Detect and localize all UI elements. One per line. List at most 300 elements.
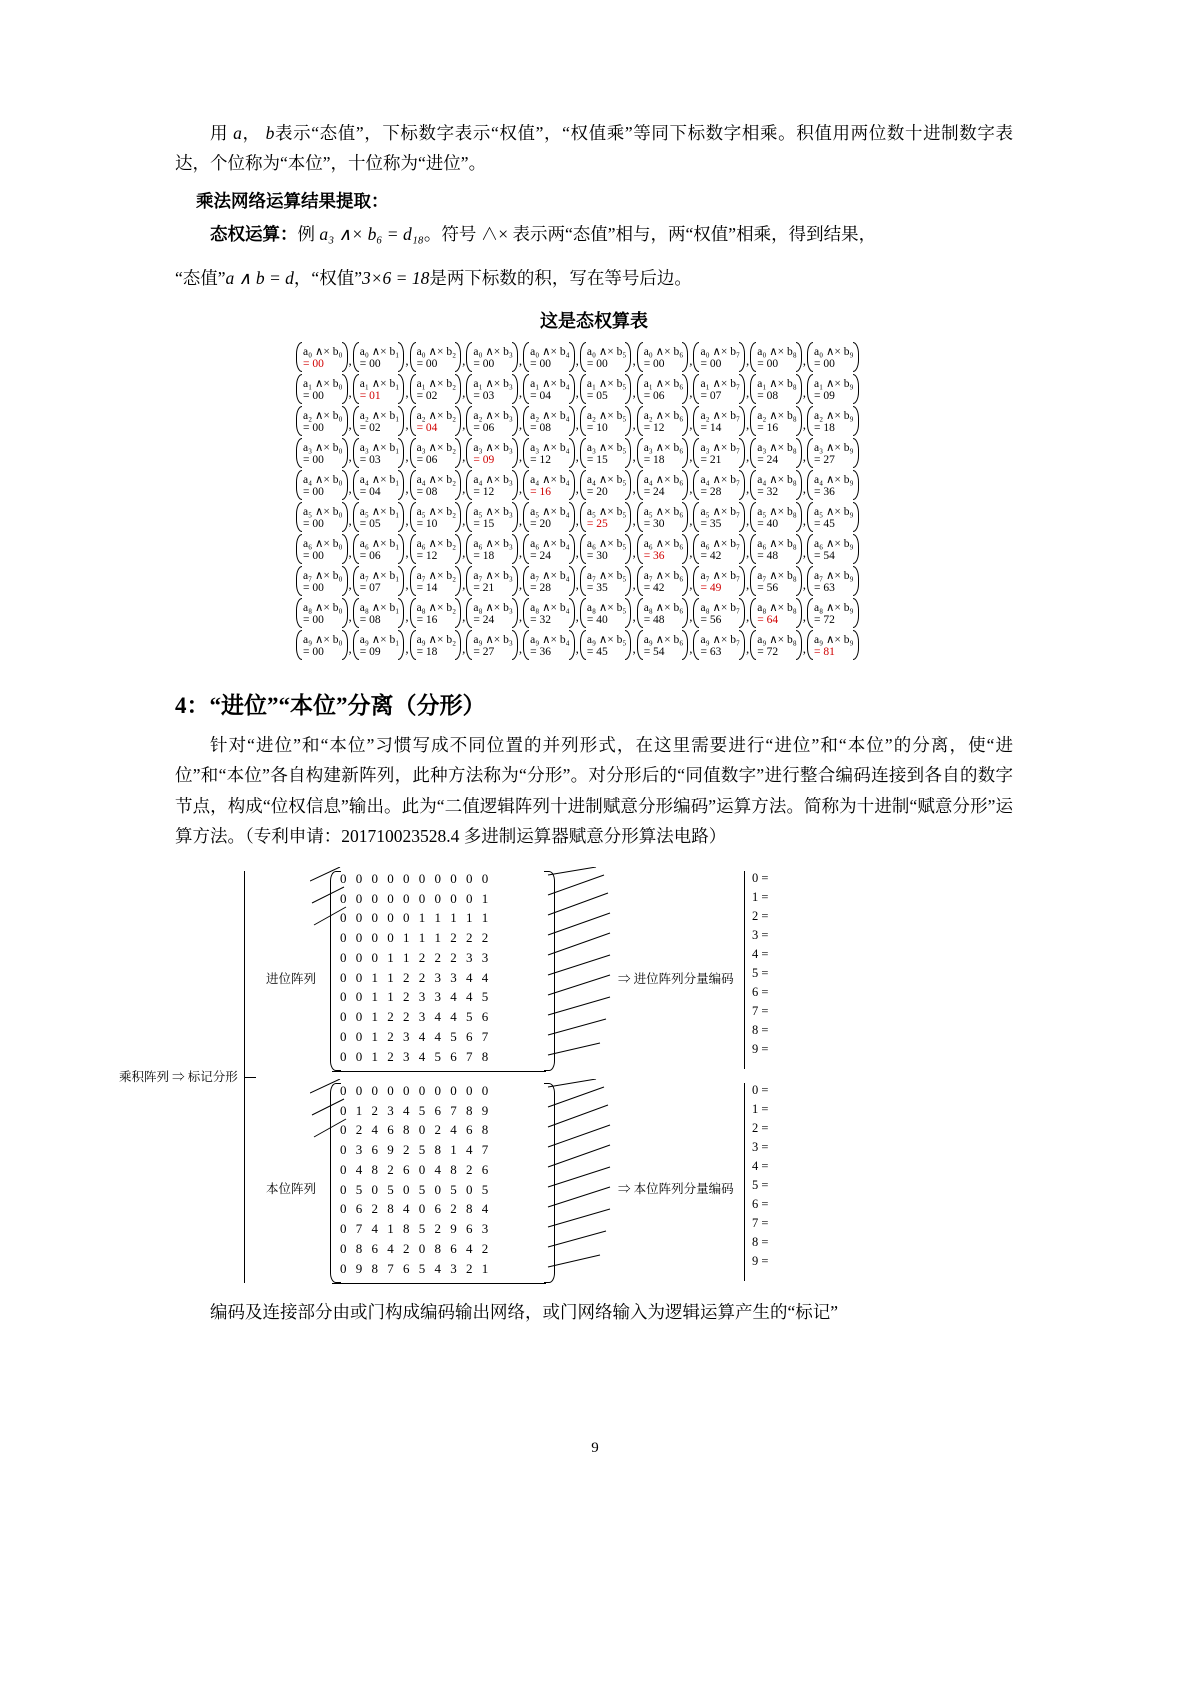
unit-code-row: 6 =	[752, 1196, 769, 1211]
weight-cell-separator: ,	[518, 353, 523, 369]
weight-table-row	[296, 597, 892, 629]
carry-code-row: 6 =	[752, 984, 769, 999]
weight-cell-expression: a₃ ∧× b₈	[757, 442, 797, 455]
weight-table-cell	[807, 597, 859, 629]
weight-table-cell	[693, 437, 745, 469]
weight-cell-expression: a₃ ∧× b₆	[643, 442, 684, 455]
weight-cell-expression: a₃ ∧× b₀	[303, 442, 343, 455]
carry-code-row: 2 =	[752, 908, 769, 923]
weight-cell-expression: a₈ ∧× b₁	[359, 602, 400, 615]
weight-cell-expression: a₃ ∧× b₂	[416, 442, 457, 455]
weight-table-cell	[807, 373, 859, 405]
weight-cell-value: = 00	[473, 358, 495, 371]
weight-table-cell	[580, 629, 632, 661]
weight-cell-expression: a₇ ∧× b₇	[700, 570, 740, 583]
weight-cell-expression: a₅ ∧× b₁	[359, 506, 400, 519]
weight-table-cell	[523, 469, 575, 501]
weight-cell-separator: ,	[689, 513, 693, 529]
weight-cell-separator: ,	[405, 385, 409, 401]
weight-cell-expression: a₁ ∧× b₂	[416, 378, 457, 391]
weight-cell-separator: ,	[518, 609, 523, 625]
page-number: 9	[591, 1440, 599, 1456]
carry-matrix-row: 0 0 1 1 2 3 3 4 4 5	[340, 989, 492, 1005]
weight-cell-value: = 12	[530, 454, 551, 467]
weight-table-cell	[353, 629, 405, 661]
weight-cell-separator: ,	[462, 449, 466, 465]
weight-table-cell	[580, 469, 632, 501]
weight-cell-value: = 06	[643, 390, 665, 403]
unit-array-label: 本位阵列	[266, 1181, 317, 1196]
weight-table-cell	[466, 501, 518, 533]
weight-cell-expression: a₇ ∧× b₀	[303, 570, 343, 583]
weight-cell-separator: ,	[746, 609, 750, 625]
weight-cell-separator: ,	[746, 577, 750, 593]
weight-cell-expression: a₇ ∧× b₂	[416, 570, 457, 583]
weight-cell-expression: a₅ ∧× b₈	[757, 506, 797, 519]
weight-cell-separator: ,	[348, 481, 352, 497]
weight-cell-value: = 01	[359, 390, 381, 403]
weight-table-cell	[807, 565, 859, 597]
weight-cell-expression: a₂ ∧× b₅	[586, 410, 627, 423]
weight-cell-expression: a₄ ∧× b₅	[586, 474, 627, 487]
weight-table-row	[296, 373, 892, 405]
weight-cell-separator: ,	[689, 417, 693, 433]
weight-table-cell	[637, 437, 689, 469]
weight-cell-value: = 18	[473, 550, 495, 563]
weight-cell-value: = 12	[416, 550, 438, 563]
weight-cell-separator: ,	[689, 545, 693, 561]
unit-out-label: ⇒ 本位阵列分量编码	[618, 1181, 734, 1196]
unit-matrix-row: 0 2 4 6 8 0 2 4 6 8	[340, 1122, 492, 1138]
state-weight-line2-formula2: 3×6 = 18	[361, 268, 430, 289]
weight-cell-value: = 54	[814, 550, 835, 563]
weight-cell-separator: ,	[518, 577, 523, 593]
weight-table-cell	[750, 501, 802, 533]
weight-cell-separator: ,	[462, 545, 466, 561]
weight-table-cell	[353, 341, 405, 373]
weight-table-cell	[693, 501, 745, 533]
weight-cell-value: = 04	[359, 486, 381, 499]
weight-cell-expression: a₇ ∧× b₁	[359, 570, 400, 583]
weight-cell-value: = 00	[814, 358, 835, 371]
weight-cell-value: = 03	[473, 390, 495, 403]
weight-cell-value: = 00	[359, 358, 381, 371]
weight-cell-value: = 16	[416, 614, 438, 627]
weight-table-cell	[410, 437, 462, 469]
product-array-label: 乘积阵列 ⇒ 标记分形	[119, 1069, 238, 1084]
weight-cell-expression: a₉ ∧× b₅	[586, 634, 627, 647]
weight-cell-value: = 08	[416, 486, 438, 499]
weight-cell-separator: ,	[802, 577, 807, 593]
weight-cell-expression: a₈ ∧× b₈	[757, 602, 797, 615]
weight-cell-separator: ,	[802, 545, 807, 561]
weight-table-cell	[410, 469, 462, 501]
weight-table-cell	[466, 597, 518, 629]
weight-cell-expression: a₉ ∧× b₃	[473, 634, 513, 647]
weight-table-row	[296, 533, 892, 565]
carry-codes-brace	[744, 871, 745, 1069]
weight-cell-value: = 00	[700, 358, 722, 371]
weight-cell-expression: a₆ ∧× b₉	[814, 538, 854, 551]
weight-table-cell	[637, 501, 689, 533]
unit-matrix-row: 0 5 0 5 0 5 0 5 0 5	[340, 1181, 492, 1197]
carry-codes-list	[752, 869, 768, 1059]
weight-table-cell	[637, 597, 689, 629]
weight-cell-separator: ,	[746, 449, 750, 465]
weight-cell-expression: a₁ ∧× b₉	[814, 378, 854, 391]
weight-cell-separator: ,	[462, 513, 466, 529]
weight-cell-value: = 48	[643, 614, 665, 627]
carry-matrix-row: 0 0 1 2 3 4 5 6 7 8	[340, 1048, 492, 1064]
weight-table-cell	[296, 373, 348, 405]
weight-cell-separator: ,	[575, 609, 579, 625]
weight-table-cell	[296, 565, 348, 597]
weight-cell-separator: ,	[632, 609, 636, 625]
weight-cell-expression: a₂ ∧× b₄	[530, 410, 570, 423]
weight-cell-expression: a₇ ∧× b₆	[643, 570, 684, 583]
weight-table-cell	[807, 501, 859, 533]
weight-cell-value: = 21	[473, 582, 495, 595]
weight-cell-expression: a₄ ∧× b₂	[416, 474, 457, 487]
unit-code-row: 8 =	[752, 1234, 769, 1249]
weight-table-cell	[523, 373, 575, 405]
weight-table-cell	[807, 437, 859, 469]
weight-cell-expression: a₄ ∧× b₀	[303, 474, 343, 487]
unit-code-row: 1 =	[752, 1101, 769, 1116]
weight-table-cell	[750, 405, 802, 437]
weight-table-row	[296, 341, 892, 373]
weight-table-row	[296, 437, 892, 469]
weight-cell-separator: ,	[746, 641, 750, 657]
weight-table-cell	[693, 469, 745, 501]
weight-cell-expression: a₄ ∧× b₁	[359, 474, 400, 487]
weight-cell-value: = 36	[530, 646, 551, 659]
weight-cell-separator: ,	[632, 385, 636, 401]
weight-cell-expression: a₉ ∧× b₂	[416, 634, 457, 647]
weight-table-cell	[353, 405, 405, 437]
weight-cell-value: = 05	[359, 518, 381, 531]
weight-cell-separator: ,	[405, 449, 409, 465]
weight-cell-value: = 00	[303, 550, 324, 563]
unit-code-row: 0 =	[752, 1082, 769, 1097]
weight-cell-separator: ,	[518, 513, 523, 529]
weight-cell-value: = 00	[586, 358, 608, 371]
weight-table-cell	[637, 373, 689, 405]
weight-cell-value: = 09	[814, 390, 835, 403]
document-page	[119, 118, 1014, 1327]
weight-cell-expression: a₈ ∧× b₆	[643, 602, 684, 615]
weight-cell-expression: a₇ ∧× b₉	[814, 570, 854, 583]
weight-cell-value: = 21	[700, 454, 722, 467]
weight-cell-separator: ,	[405, 545, 409, 561]
weight-cell-value: = 00	[303, 646, 324, 659]
weight-cell-expression: a₀ ∧× b₀	[303, 346, 343, 359]
weight-cell-value: = 12	[643, 422, 665, 435]
weight-cell-separator: ,	[348, 609, 352, 625]
weight-cell-expression: a₂ ∧× b₂	[416, 410, 457, 423]
unit-code-row: 5 =	[752, 1177, 769, 1192]
weight-cell-expression: a₂ ∧× b₀	[303, 410, 343, 423]
weight-cell-expression: a₇ ∧× b₅	[586, 570, 627, 583]
carry-matrix-row: 0 0 1 2 2 3 4 4 5 6	[340, 1009, 492, 1024]
unit-matrix-row: 0 1 2 3 4 5 6 7 8 9	[340, 1102, 492, 1118]
weight-cell-separator: ,	[348, 449, 352, 465]
unit-code-row: 3 =	[752, 1139, 769, 1154]
weight-table-cell	[693, 565, 745, 597]
weight-table-cell	[580, 533, 632, 565]
state-weight-line2-post: 是两下标数的积，写在等号后边。	[429, 268, 692, 289]
weight-cell-expression: a₅ ∧× b₃	[473, 506, 513, 519]
carry-matrix-row: 0 0 1 1 2 2 3 3 4 4	[340, 969, 492, 985]
weight-cell-expression: a₉ ∧× b₀	[303, 634, 343, 647]
weight-table-cell	[523, 341, 575, 373]
weight-cell-expression: a₆ ∧× b₂	[416, 538, 457, 551]
carry-matrix-row: 0 0 0 0 0 1 1 1 1 1	[340, 910, 492, 926]
weight-cell-expression: a₁ ∧× b₁	[359, 378, 400, 391]
weight-cell-expression: a₁ ∧× b₈	[757, 378, 797, 391]
weight-cell-separator: ,	[518, 385, 523, 401]
weight-cell-expression: a₃ ∧× b₅	[586, 442, 627, 455]
weight-cell-expression: a₄ ∧× b₃	[473, 474, 513, 487]
weight-cell-separator: ,	[632, 545, 636, 561]
weight-cell-separator: ,	[746, 481, 750, 497]
state-weight-formula: a₃ ∧× b₆ = d₁₈	[319, 224, 424, 245]
weight-table-cell	[523, 405, 575, 437]
unit-codes-list	[752, 1081, 768, 1271]
weight-table-cell	[693, 405, 745, 437]
weight-table-cell	[807, 469, 859, 501]
unit-divider-line	[332, 1283, 546, 1284]
weight-cell-expression: a₁ ∧× b₀	[303, 378, 343, 391]
weight-cell-separator: ,	[575, 417, 579, 433]
weight-cell-value: = 00	[303, 486, 324, 499]
weight-cell-separator: ,	[802, 641, 807, 657]
weight-cell-expression: a₁ ∧× b₇	[700, 378, 740, 391]
carry-code-row: 3 =	[752, 927, 769, 942]
weight-cell-value: = 64	[757, 614, 779, 627]
carry-matrix-row: 0 0 0 1 1 2 2 2 3 3	[340, 949, 492, 965]
weight-cell-expression: a₅ ∧× b₉	[814, 506, 854, 519]
weight-cell-separator: ,	[462, 577, 466, 593]
paragraph-1-lead: 用	[210, 123, 229, 143]
carry-matrix-row: 0 0 0 0 1 1 1 2 2 2	[340, 930, 492, 945]
weight-cell-expression: a₆ ∧× b₄	[530, 538, 570, 551]
weight-cell-separator: ,	[575, 385, 579, 401]
weight-cell-expression: a₅ ∧× b₂	[416, 506, 457, 519]
weight-cell-separator: ,	[632, 513, 636, 529]
weight-cell-value: = 00	[303, 582, 324, 595]
weight-cell-separator: ,	[802, 417, 807, 433]
weight-table-cell	[750, 533, 802, 565]
weight-cell-separator: ,	[348, 385, 352, 401]
paragraph-1: 用 a， b表示“态值”，下标数字表示“权值”，“权值乘”等同下标数字相乘。积值用两位数十进制数字表达，个位称为“本位”，十位称为“进位”。	[175, 123, 1014, 174]
weight-cell-value: = 00	[303, 390, 324, 403]
weight-table-cell	[296, 341, 348, 373]
weight-cell-separator: ,	[518, 545, 523, 561]
weight-table-cell	[466, 373, 518, 405]
weight-table-cell	[353, 597, 405, 629]
weight-table-cell	[580, 597, 632, 629]
weight-table-cell	[466, 629, 518, 661]
weight-cell-expression: a₉ ∧× b₈	[757, 634, 797, 647]
weight-cell-expression: a₂ ∧× b₃	[473, 410, 513, 423]
unit-matrix-row: 0 7 4 1 8 5 2 9 6 3	[340, 1221, 492, 1236]
carry-matrix-row: 0 0 0 0 0 0 0 0 0 1	[340, 890, 492, 906]
weight-cell-value: = 54	[643, 646, 665, 659]
weight-cell-value: = 56	[757, 582, 779, 595]
weight-cell-separator: ,	[348, 353, 352, 369]
unit-code-row: 7 =	[752, 1215, 769, 1230]
weight-table-cell	[580, 437, 632, 469]
weight-cell-value: = 72	[757, 646, 779, 659]
weight-cell-value: = 49	[700, 582, 722, 595]
weight-cell-expression: a₈ ∧× b₃	[473, 602, 513, 615]
weight-cell-separator: ,	[632, 353, 636, 369]
weight-cell-expression: a₆ ∧× b₈	[757, 538, 797, 551]
weight-table-cell	[410, 533, 462, 565]
weight-cell-value: = 10	[416, 518, 438, 531]
weight-cell-expression: a₄ ∧× b₈	[757, 474, 797, 487]
weight-cell-expression: a₀ ∧× b₅	[586, 346, 627, 359]
weight-cell-value: = 28	[700, 486, 722, 499]
carry-code-row: 0 =	[752, 870, 769, 885]
weight-cell-value: = 00	[303, 422, 324, 435]
carry-divider-line	[332, 1071, 546, 1072]
table-title: 这是态权算表	[540, 311, 648, 332]
weight-cell-value: = 10	[586, 422, 608, 435]
weight-table-cell	[750, 341, 802, 373]
unit-matrix-row: 0 3 6 9 2 5 8 1 4 7	[340, 1142, 492, 1157]
weight-cell-expression: a₅ ∧× b₆	[643, 506, 684, 519]
weight-cell-expression: a₈ ∧× b₂	[416, 602, 457, 615]
carry-matrix-row: 0 0 0 0 0 0 0 0 0 0	[340, 870, 492, 886]
weight-cell-value: = 14	[416, 582, 438, 595]
unit-code-row: 9 =	[752, 1253, 769, 1268]
weight-cell-value: = 63	[700, 646, 722, 659]
weight-cell-expression: a₀ ∧× b₂	[416, 346, 457, 359]
weight-cell-value: = 40	[757, 518, 779, 531]
weight-cell-expression: a₄ ∧× b₉	[814, 474, 854, 487]
weight-table-cell	[466, 405, 518, 437]
weight-table-cell	[693, 597, 745, 629]
weight-cell-separator: ,	[405, 513, 409, 529]
variable-b: b	[265, 123, 275, 143]
weight-table-cell	[353, 437, 405, 469]
weight-cell-separator: ,	[632, 449, 636, 465]
weight-cell-expression: a₂ ∧× b₉	[814, 410, 854, 423]
unit-matrix-row: 0 0 0 0 0 0 0 0 0 0	[340, 1082, 492, 1098]
weight-table-row	[296, 629, 892, 661]
carry-array-label: 进位阵列	[266, 971, 317, 986]
weight-cell-value: = 24	[757, 454, 779, 467]
weight-cell-separator: ,	[575, 545, 579, 561]
weight-table-cell	[750, 629, 802, 661]
weight-cell-expression: a₁ ∧× b₆	[643, 378, 684, 391]
weight-cell-value: = 12	[473, 486, 495, 499]
carry-code-row: 1 =	[752, 889, 769, 904]
weight-cell-value: = 00	[303, 614, 324, 627]
weight-cell-separator: ,	[348, 513, 352, 529]
weight-cell-expression: a₃ ∧× b₇	[700, 442, 740, 455]
weight-cell-separator: ,	[405, 417, 409, 433]
weight-cell-separator: ,	[518, 417, 523, 433]
weight-cell-value: = 02	[416, 390, 438, 403]
weight-cell-expression: a₂ ∧× b₆	[643, 410, 684, 423]
footer-paragraph: 编码及连接部分由或门构成编码输出网络，或门网络输入为逻辑运算产生的“标记”	[210, 1301, 839, 1322]
weight-cell-expression: a₆ ∧× b₇	[700, 538, 740, 551]
weight-table-cell	[466, 565, 518, 597]
weight-cell-separator: ,	[462, 417, 466, 433]
weight-table-cell	[410, 405, 462, 437]
weight-table-cell	[410, 501, 462, 533]
weight-table-cell	[466, 437, 518, 469]
unit-codes-brace	[744, 1083, 745, 1281]
weight-cell-value: = 16	[530, 486, 551, 499]
weight-cell-value: = 35	[700, 518, 722, 531]
weight-cell-separator: ,	[746, 353, 750, 369]
weight-table-cell	[353, 501, 405, 533]
weight-cell-separator: ,	[575, 481, 579, 497]
weight-cell-separator: ,	[462, 385, 466, 401]
weight-cell-expression: a₄ ∧× b₇	[700, 474, 740, 487]
weight-cell-expression: a₆ ∧× b₆	[643, 538, 684, 551]
weight-cell-separator: ,	[802, 449, 807, 465]
weight-cell-separator: ,	[689, 449, 693, 465]
weight-cell-value: = 27	[814, 454, 835, 467]
weight-cell-expression: a₀ ∧× b₃	[473, 346, 513, 359]
weight-cell-separator: ,	[802, 385, 807, 401]
weight-table-cell	[523, 437, 575, 469]
weight-table-row	[296, 501, 892, 533]
weight-cell-separator: ,	[462, 641, 466, 657]
weight-table-cell	[296, 405, 348, 437]
weight-table-cell	[296, 437, 348, 469]
weight-table-row	[296, 565, 892, 597]
weight-cell-separator: ,	[689, 609, 693, 625]
weight-table-cell	[580, 341, 632, 373]
weight-cell-value: = 09	[473, 454, 495, 467]
carry-code-row: 8 =	[752, 1022, 769, 1037]
weight-cell-value: = 20	[586, 486, 608, 499]
weight-table-cell	[523, 501, 575, 533]
weight-cell-separator: ,	[575, 641, 579, 657]
weight-cell-expression: a₈ ∧× b₀	[303, 602, 343, 615]
weight-table-cell	[523, 629, 575, 661]
weight-table-cell	[466, 469, 518, 501]
weight-cell-value: = 32	[530, 614, 551, 627]
weight-cell-separator: ,	[348, 577, 352, 593]
weight-table-cell	[637, 533, 689, 565]
weight-cell-expression: a₆ ∧× b₃	[473, 538, 513, 551]
outer-brace-tick	[244, 1077, 256, 1078]
weight-cell-separator: ,	[746, 385, 750, 401]
carry-code-row: 5 =	[752, 965, 769, 980]
weight-cell-expression: a₄ ∧× b₄	[530, 474, 570, 487]
weight-cell-value: = 40	[586, 614, 608, 627]
weight-table-cell	[466, 341, 518, 373]
weight-table-cell	[693, 341, 745, 373]
weight-cell-value: = 25	[586, 518, 608, 531]
weight-table-cell	[750, 437, 802, 469]
weight-table-cell	[693, 533, 745, 565]
extract-title: 乘法网络运算结果提取：	[196, 191, 389, 212]
weight-cell-separator: ,	[575, 353, 579, 369]
carry-fanin-lines	[310, 867, 430, 1077]
weight-cell-value: = 42	[643, 582, 665, 595]
weight-cell-separator: ,	[405, 353, 409, 369]
weight-cell-value: = 08	[757, 390, 779, 403]
weight-cell-separator: ,	[462, 609, 466, 625]
